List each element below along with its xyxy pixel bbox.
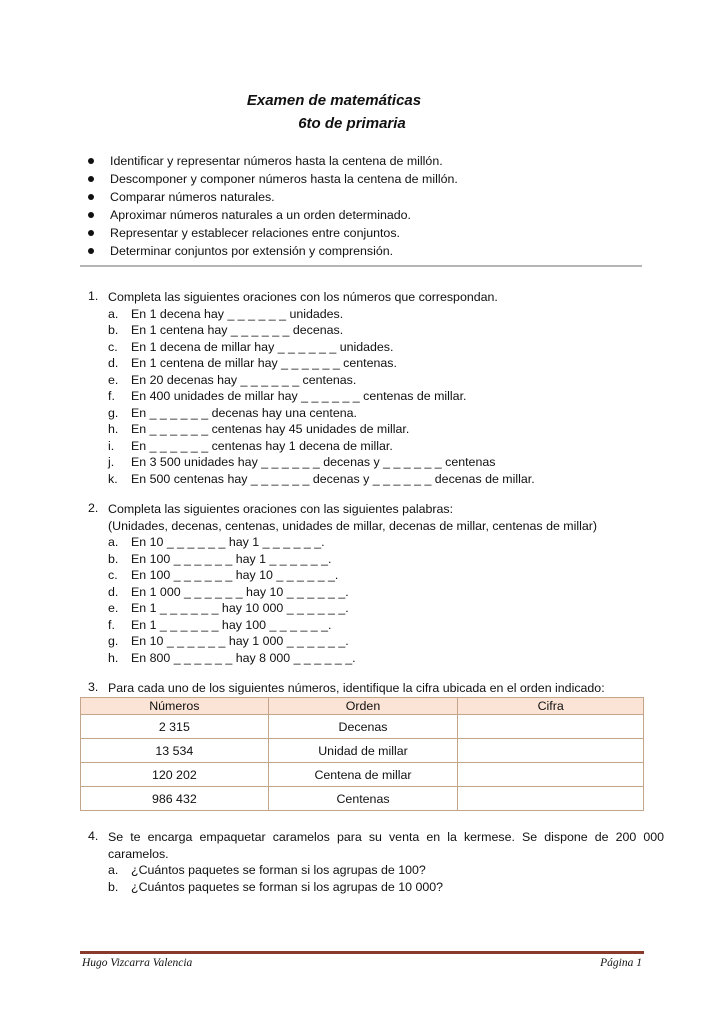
objective-item: Determinar conjuntos por extensión y comprensión. bbox=[86, 242, 458, 260]
order-cell: Centenas bbox=[268, 787, 458, 811]
footer-author: Hugo Vizcarra Valencia bbox=[82, 957, 193, 969]
column-header: Cifra bbox=[458, 698, 644, 715]
bullet-icon bbox=[88, 248, 94, 254]
question-number: 1. bbox=[88, 289, 99, 303]
number-cell: 13 534 bbox=[81, 739, 269, 763]
objective-item: Comparar números naturales. bbox=[86, 188, 458, 206]
question-text: Completa las siguientes oraciones con los números que correspondan. bbox=[108, 290, 498, 304]
list-item: a. En 10 _ _ _ _ _ _ hay 1 _ _ _ _ _ _. bbox=[108, 535, 325, 549]
question-number: 3. bbox=[88, 680, 99, 694]
question-3 bbox=[88, 680, 605, 697]
bullet-icon bbox=[88, 176, 94, 182]
list-item: h. En 800 _ _ _ _ _ _ hay 8 000 _ _ _ _ _ _. bbox=[108, 650, 356, 665]
objective-item: Identificar y representar números hasta la centena de millón. bbox=[86, 152, 458, 170]
list-item: g. En 10 _ _ _ _ _ _ hay 1 000 _ _ _ _ _ _. bbox=[108, 634, 349, 648]
footer-rule bbox=[80, 951, 644, 954]
question-1 bbox=[88, 289, 535, 487]
question-4 bbox=[88, 829, 664, 895]
table-header-row bbox=[81, 698, 644, 715]
objective-item: Descomponer y componer números hasta la centena de millón. bbox=[86, 170, 458, 188]
digit-answer-cell[interactable] bbox=[458, 715, 644, 739]
list-item: a. En 1 decena hay _ _ _ _ _ _ unidades. bbox=[108, 306, 344, 321]
question-text: Completa las siguientes oraciones con las siguientes palabras: bbox=[108, 502, 454, 516]
exam-title: Examen de matemáticas bbox=[246, 92, 422, 109]
digit-answer-cell[interactable] bbox=[458, 763, 644, 787]
table-row bbox=[81, 787, 644, 811]
list-item: b. En 100 _ _ _ _ _ _ hay 1 _ _ _ _ _ _. bbox=[108, 551, 332, 566]
order-cell: Centena de millar bbox=[268, 763, 458, 787]
question-text-continued: caramelos. bbox=[108, 846, 169, 861]
question-text: Se te encarga empaquetar caramelos para su venta en la kermese. Se dispone de 200 000 bbox=[108, 830, 664, 844]
order-cell: Unidad de millar bbox=[268, 739, 458, 763]
digits-table bbox=[80, 697, 644, 811]
digit-answer-cell[interactable] bbox=[458, 739, 644, 763]
section-divider bbox=[80, 265, 642, 267]
exam-subtitle: 6to de primaria bbox=[298, 115, 406, 132]
column-header: Orden bbox=[268, 698, 458, 715]
footer-page-number: Página 1 bbox=[600, 957, 642, 969]
list-item: b. En 1 centena hay _ _ _ _ _ _ decenas. bbox=[108, 323, 344, 337]
list-item: c. En 100 _ _ _ _ _ _ hay 10 _ _ _ _ _ _. bbox=[108, 568, 339, 582]
bullet-icon bbox=[88, 212, 94, 218]
list-item: k. En 500 centenas hay _ _ _ _ _ _ decenas y _ _ _ _ _ _ decenas de millar. bbox=[108, 471, 535, 486]
list-item: g. En _ _ _ _ _ _ decenas hay una centena. bbox=[108, 405, 357, 420]
number-cell: 986 432 bbox=[81, 787, 269, 811]
list-item: d. En 1 000 _ _ _ _ _ _ hay 10 _ _ _ _ _ _. bbox=[108, 584, 349, 599]
list-item: a. ¿Cuántos paquetes se forman si los agrupas de 100? bbox=[108, 863, 426, 877]
list-item: f. En 1 _ _ _ _ _ _ hay 100 _ _ _ _ _ _. bbox=[108, 617, 332, 632]
list-item: c. En 1 decena de millar hay _ _ _ _ _ _ unidades. bbox=[108, 339, 394, 354]
list-item: h. En _ _ _ _ _ _ centenas hay 45 unidades de millar. bbox=[108, 422, 410, 436]
question-2 bbox=[88, 501, 597, 666]
list-item: j. En 3 500 unidades hay _ _ _ _ _ _ decenas y _ _ _ _ _ _ centenas bbox=[108, 455, 496, 469]
table-row bbox=[81, 763, 644, 787]
number-cell: 120 202 bbox=[81, 763, 269, 787]
list-item: d. En 1 centena de millar hay _ _ _ _ _ _ centenas. bbox=[108, 356, 397, 370]
column-header: Números bbox=[81, 698, 269, 715]
objectives-list bbox=[86, 152, 458, 260]
bullet-icon bbox=[88, 230, 94, 236]
list-item: e. En 20 decenas hay _ _ _ _ _ _ centenas. bbox=[108, 372, 357, 387]
list-item: b. ¿Cuántos paquetes se forman si los agrupas de 10 000? bbox=[108, 879, 444, 894]
question-text: Para cada uno de los siguientes números, identifique la cifra ubicada en el orden indicado: bbox=[108, 681, 605, 695]
question-number: 2. bbox=[88, 501, 99, 515]
list-item: f. En 400 unidades de millar hay _ _ _ _ _ _ centenas de millar. bbox=[108, 389, 467, 403]
question-number: 4. bbox=[88, 829, 99, 843]
list-item: e. En 1 _ _ _ _ _ _ hay 10 000 _ _ _ _ _ _. bbox=[108, 601, 349, 615]
word-bank: (Unidades, decenas, centenas, unidades de millar, decenas de millar, centenas de millar) bbox=[108, 518, 598, 533]
bullet-icon bbox=[88, 158, 94, 164]
objective-item: Aproximar números naturales a un orden determinado. bbox=[86, 206, 458, 224]
table-row bbox=[81, 715, 644, 739]
list-item: i. En _ _ _ _ _ _ centenas hay 1 decena de millar. bbox=[108, 438, 393, 453]
bullet-icon bbox=[88, 194, 94, 200]
digit-answer-cell[interactable] bbox=[458, 787, 644, 811]
table-row bbox=[81, 739, 644, 763]
order-cell: Decenas bbox=[268, 715, 458, 739]
number-cell: 2 315 bbox=[81, 715, 269, 739]
objective-item: Representar y establecer relaciones entre conjuntos. bbox=[86, 224, 458, 242]
